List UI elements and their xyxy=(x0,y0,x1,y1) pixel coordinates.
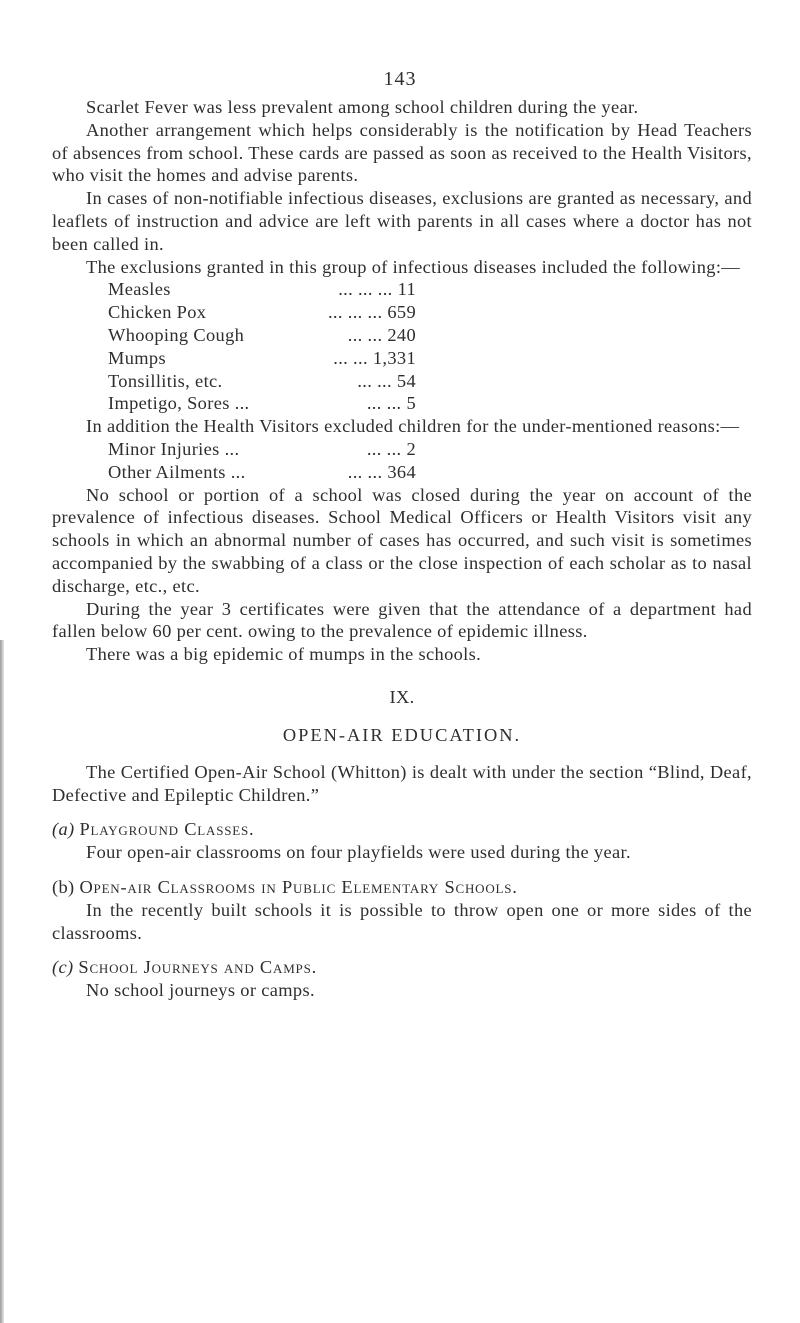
document-body xyxy=(52,96,752,1002)
subsection-title: Playground Classes. xyxy=(79,819,255,840)
subsection-title: Open-air Classrooms in Public Elementary Schools. xyxy=(79,876,518,897)
list-item-value: ... ... 1,331 xyxy=(333,347,416,368)
other-reasons-list xyxy=(52,438,752,484)
list-item-value: ... ... 54 xyxy=(357,370,416,391)
list-item-label: Tonsillitis, etc. xyxy=(108,370,223,391)
subsection-text-a: Four open-air classrooms on four playfields were used during the year. xyxy=(86,842,631,863)
list-item-value: ... ... 364 xyxy=(347,461,416,482)
paragraph-open-air-intro: The Certified Open-Air School (Whitton) is dealt with under the section “Blind, Deaf, Defective and Epileptic Children.” xyxy=(52,761,752,805)
list-item-label: Minor Injuries ... xyxy=(108,438,240,459)
exclusions-list xyxy=(52,278,752,415)
section-number: IX. xyxy=(389,686,415,707)
section-title: OPEN-AIR EDUCATION. xyxy=(282,724,522,745)
list-item xyxy=(52,347,752,370)
list-item-value: ... ... 2 xyxy=(366,438,416,459)
list-item xyxy=(52,438,752,461)
list-item xyxy=(52,278,752,301)
paragraph-scarlet-fever: Scarlet Fever was less prevalent among school children during the year. xyxy=(86,97,639,117)
subsection-letter: (a) xyxy=(52,819,75,840)
list-item-label: Mumps xyxy=(108,347,166,368)
subsection-letter: (b) xyxy=(52,876,75,897)
list-item-label: Whooping Cough xyxy=(108,324,245,345)
list-item-value: ... ... ... 659 xyxy=(327,302,416,323)
list-item xyxy=(52,324,752,347)
paragraph-non-notifiable: In cases of non-notifiable infectious diseases, exclusions are granted as necessary, and leaflets of instruction and advice are left with parents in all cases where a doctor has not been called in. xyxy=(52,188,752,254)
list-item xyxy=(52,370,752,393)
subsection-heading-b xyxy=(52,876,752,899)
list-item-label: Chicken Pox xyxy=(108,302,207,323)
paragraph-notification: Another arrangement which helps considerably is the notification by Head Teachers of absences from school. These cards are passed as soon as received to the Health Visitors, who visit the homes and advise parents. xyxy=(52,119,752,186)
list-item-value: ... ... ... 11 xyxy=(338,279,416,300)
subsection-heading-a xyxy=(52,818,752,841)
subsection-letter: (c) xyxy=(52,957,74,978)
list-item-value: ... ... 240 xyxy=(347,324,416,345)
list-item-value: ... ... 5 xyxy=(366,393,416,414)
list-item xyxy=(52,392,752,415)
list-item xyxy=(52,301,752,324)
subsection-title: School Journeys and Camps. xyxy=(78,957,318,978)
paragraph-other-exclusions-intro: In addition the Health Visitors excluded children for the under-mentioned reasons:— xyxy=(86,416,740,437)
list-item-label: Measles xyxy=(108,279,171,300)
subsection-text-c: No school journeys or camps. xyxy=(86,980,315,1001)
paragraph-school-closure: No school or portion of a school was closed during the year on account of the prevalence of infectious diseases. School Medical Officers or Health Visitors visit any schools in which an abnormal number of cases has occurred, and such visit is sometimes accompanied by the swabbing of a class or the close inspection of each scholar as to nasal discharge, etc., etc. xyxy=(52,484,752,596)
page-edge-shadow xyxy=(0,640,4,1323)
list-item-label: Impetigo, Sores ... xyxy=(108,393,250,414)
page-number: 143 xyxy=(383,68,417,90)
list-item xyxy=(52,461,752,484)
paragraph-exclusions-intro: The exclusions granted in this group of infectious diseases included the following:— xyxy=(86,256,741,277)
list-item-label: Other Ailments ... xyxy=(108,461,246,482)
paragraph-mumps-epidemic: There was a big epidemic of mumps in the schools. xyxy=(86,644,482,665)
subsection-text-b: In the recently built schools it is possible to throw open one or more sides of the classrooms. xyxy=(52,899,752,943)
paragraph-certificates: During the year 3 certificates were given that the attendance of a department had fallen below 60 per cent. owing to the prevalence of epidemic illness. xyxy=(52,598,752,642)
subsection-heading-c xyxy=(52,956,752,979)
